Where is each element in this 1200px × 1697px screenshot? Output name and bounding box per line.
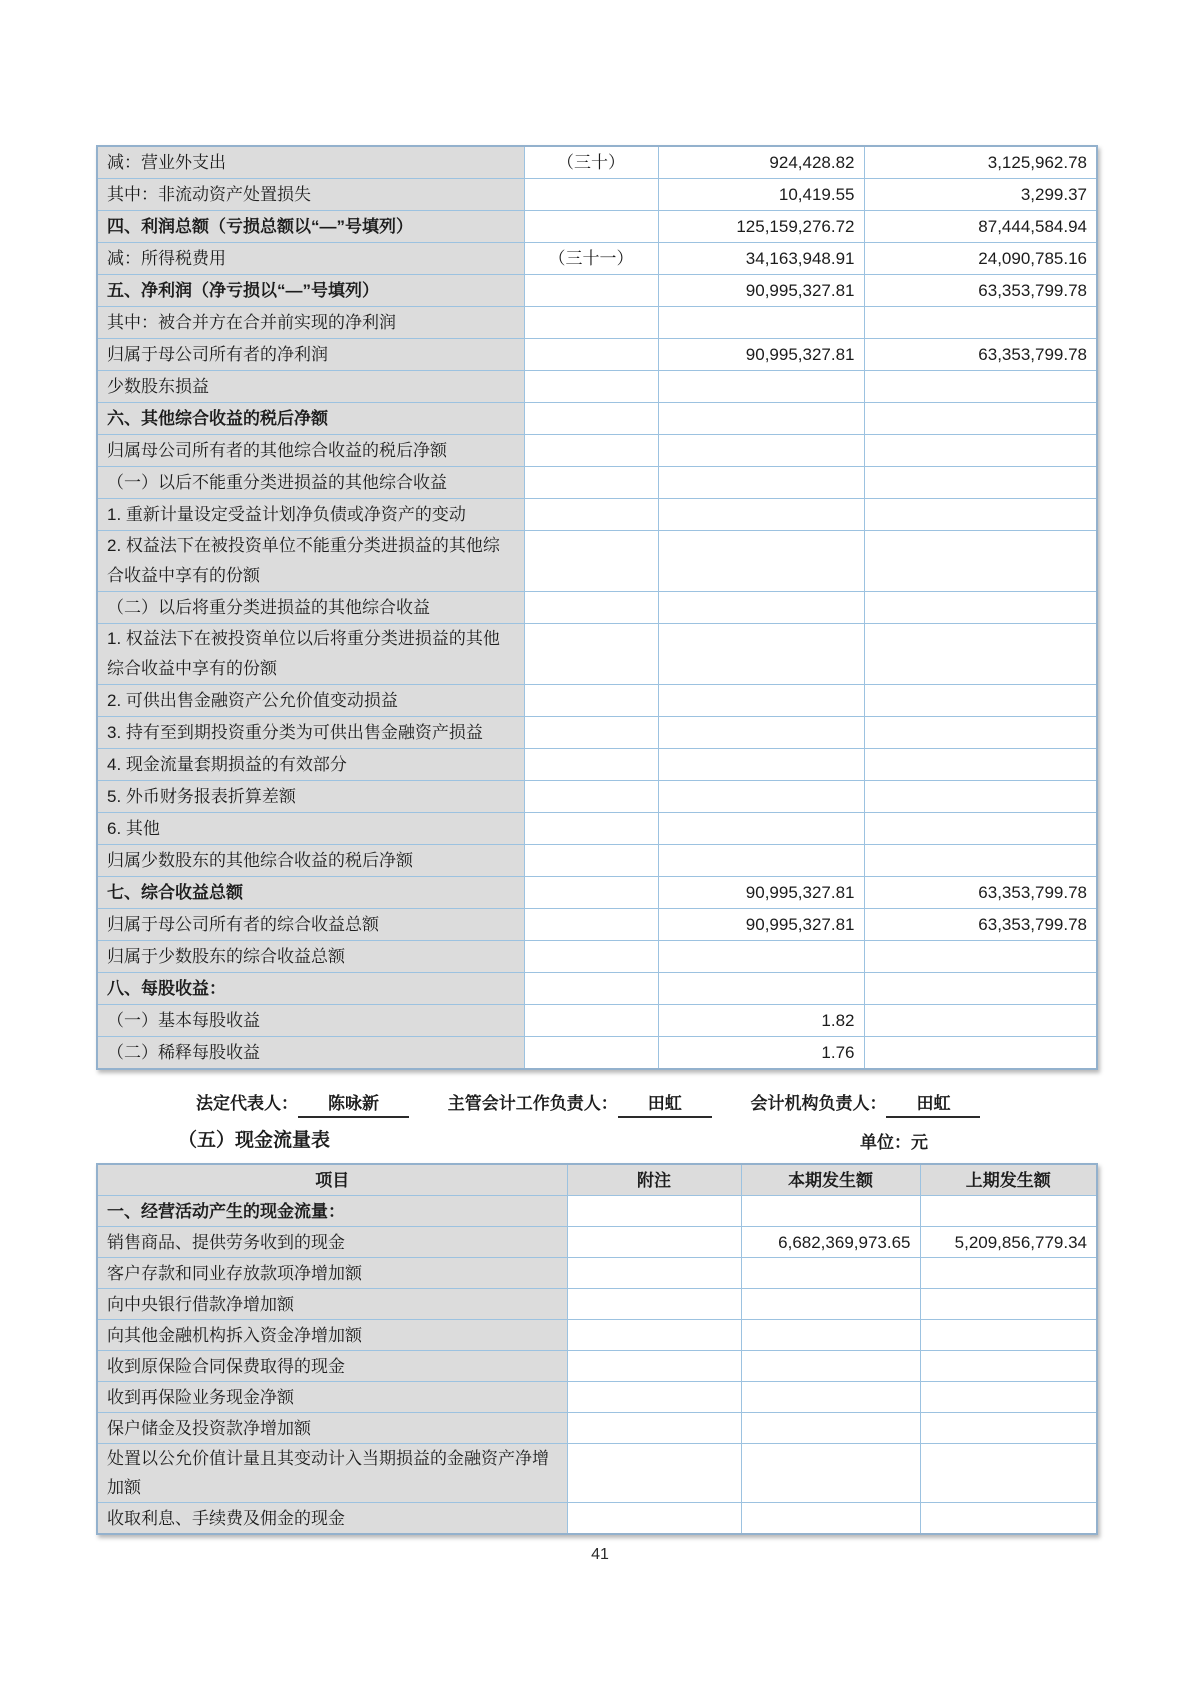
income-statement-row — [97, 749, 1097, 781]
current-period-cell: 90,995,327.81 — [658, 877, 864, 909]
current-period-cell: 90,995,327.81 — [658, 339, 864, 371]
current-period-cell: 90,995,327.81 — [658, 275, 864, 307]
note-cell — [567, 1289, 741, 1320]
prior-period-cell: 3,299.37 — [864, 179, 1097, 211]
chief-accountant — [448, 1094, 712, 1113]
cash-flow-row — [97, 1227, 1097, 1258]
income-statement-row — [97, 909, 1097, 941]
income-statement-table — [96, 145, 1098, 1070]
prior-period-cell — [864, 467, 1097, 499]
note-cell — [524, 1037, 658, 1070]
note-cell — [524, 371, 658, 403]
prior-period-cell — [920, 1196, 1097, 1227]
item-label-cell: 4. 现金流量套期损益的有效部分 — [97, 749, 524, 781]
note-cell — [524, 749, 658, 781]
prior-period-cell — [864, 1037, 1097, 1070]
prior-period-cell — [864, 371, 1097, 403]
note-cell — [524, 717, 658, 749]
prior-period-cell — [864, 749, 1097, 781]
current-period-cell — [658, 845, 864, 877]
item-label-cell: 其中：被合并方在合并前实现的净利润 — [97, 307, 524, 339]
income-statement-row — [97, 467, 1097, 499]
prior-period-cell — [864, 403, 1097, 435]
current-period-cell — [658, 403, 864, 435]
current-period-cell — [741, 1196, 920, 1227]
income-statement-row — [97, 403, 1097, 435]
current-period-cell: 34,163,948.91 — [658, 243, 864, 275]
income-statement-row — [97, 243, 1097, 275]
note-cell — [567, 1196, 741, 1227]
income-statement-row — [97, 499, 1097, 531]
current-period-cell — [658, 499, 864, 531]
current-period-cell — [658, 307, 864, 339]
chief-accountant-label: 主管会计工作负责人： — [447, 1094, 618, 1113]
note-cell — [524, 307, 658, 339]
income-statement-row — [97, 339, 1097, 371]
prior-period-cell — [864, 845, 1097, 877]
signature-line — [196, 1090, 1156, 1118]
item-label-cell: 归属少数股东的其他综合收益的税后净额 — [97, 845, 524, 877]
prior-period-cell — [920, 1503, 1097, 1535]
item-label-cell: 3. 持有至到期投资重分类为可供出售金融资产损益 — [97, 717, 524, 749]
prior-period-cell — [864, 717, 1097, 749]
note-cell — [567, 1444, 741, 1503]
current-period-cell — [658, 435, 864, 467]
note-cell — [524, 845, 658, 877]
note-cell — [524, 531, 658, 592]
cash-flow-header-row — [97, 1164, 1097, 1196]
note-cell — [524, 211, 658, 243]
item-label-cell: 1. 重新计量设定受益计划净负债或净资产的变动 — [97, 499, 524, 531]
cash-flow-row — [97, 1382, 1097, 1413]
item-label-cell: 五、净利润（净亏损以“—”号填列） — [97, 275, 524, 307]
prior-period-cell — [864, 307, 1097, 339]
prior-period-cell: 63,353,799.78 — [864, 275, 1097, 307]
current-period-cell — [658, 592, 864, 624]
prior-period-cell: 63,353,799.78 — [864, 877, 1097, 909]
note-cell — [567, 1351, 741, 1382]
note-cell — [524, 275, 658, 307]
item-label-cell: 5. 外币财务报表折算差额 — [97, 781, 524, 813]
prior-period-cell — [864, 685, 1097, 717]
prior-period-cell — [864, 781, 1097, 813]
income-statement-row — [97, 973, 1097, 1005]
prior-period-cell — [864, 499, 1097, 531]
cash-flow-row — [97, 1444, 1097, 1503]
col-header-item: 项目 — [97, 1164, 567, 1196]
item-label-cell: 归属于母公司所有者的净利润 — [97, 339, 524, 371]
current-period-cell — [741, 1320, 920, 1351]
prior-period-cell — [864, 592, 1097, 624]
prior-period-cell — [920, 1351, 1097, 1382]
income-statement-row — [97, 685, 1097, 717]
current-period-cell — [658, 624, 864, 685]
prior-period-cell: 3,125,962.78 — [864, 146, 1097, 179]
item-label-cell: 客户存款和同业存放款项净增加额 — [97, 1258, 567, 1289]
item-label-cell: 七、综合收益总额 — [97, 877, 524, 909]
current-period-cell — [658, 749, 864, 781]
current-period-cell: 1.82 — [658, 1005, 864, 1037]
item-label-cell: 其中：非流动资产处置损失 — [97, 179, 524, 211]
current-period-cell: 6,682,369,973.65 — [741, 1227, 920, 1258]
item-label-cell: 收取利息、手续费及佣金的现金 — [97, 1503, 567, 1535]
accounting-dept-head-name: 田虹 — [886, 1092, 980, 1118]
item-label-cell: （一）以后不能重分类进损益的其他综合收益 — [97, 467, 524, 499]
income-statement-row — [97, 877, 1097, 909]
cash-flow-row — [97, 1351, 1097, 1382]
income-statement-row — [97, 435, 1097, 467]
prior-period-cell — [920, 1289, 1097, 1320]
prior-period-cell: 63,353,799.78 — [864, 909, 1097, 941]
cash-flow-row — [97, 1320, 1097, 1351]
income-statement-row — [97, 275, 1097, 307]
income-statement-row — [97, 211, 1097, 243]
item-label-cell: 归属于母公司所有者的综合收益总额 — [97, 909, 524, 941]
unit-label: 单位：元 — [860, 1133, 928, 1152]
current-period-cell — [658, 685, 864, 717]
income-statement-row — [97, 845, 1097, 877]
item-label-cell: 向中央银行借款净增加额 — [97, 1289, 567, 1320]
accounting-dept-head — [750, 1094, 980, 1113]
item-label-cell: 减：营业外支出 — [97, 146, 524, 179]
prior-period-cell — [864, 1005, 1097, 1037]
income-statement-row — [97, 179, 1097, 211]
prior-period-cell — [864, 624, 1097, 685]
item-label-cell: （一）基本每股收益 — [97, 1005, 524, 1037]
current-period-cell — [658, 371, 864, 403]
item-label-cell: 保户储金及投资款净增加额 — [97, 1413, 567, 1444]
item-label-cell: 减：所得税费用 — [97, 243, 524, 275]
prior-period-cell — [864, 973, 1097, 1005]
item-label-cell: 四、利润总额（亏损总额以“—”号填列） — [97, 211, 524, 243]
current-period-cell: 1.76 — [658, 1037, 864, 1070]
note-cell — [567, 1503, 741, 1535]
note-cell — [524, 973, 658, 1005]
current-period-cell — [741, 1289, 920, 1320]
note-cell — [567, 1413, 741, 1444]
item-label-cell: 处置以公允价值计量且其变动计入当期损益的金融资产净增加额 — [97, 1444, 567, 1503]
col-header-current: 本期发生额 — [741, 1164, 920, 1196]
income-statement-row — [97, 781, 1097, 813]
note-cell — [567, 1258, 741, 1289]
income-statement-row — [97, 531, 1097, 592]
note-cell — [524, 592, 658, 624]
chief-accountant-name: 田虹 — [618, 1092, 712, 1118]
note-cell — [524, 403, 658, 435]
prior-period-cell: 63,353,799.78 — [864, 339, 1097, 371]
current-period-cell — [658, 717, 864, 749]
item-label-cell: 六、其他综合收益的税后净额 — [97, 403, 524, 435]
note-cell — [524, 781, 658, 813]
cash-flow-row — [97, 1413, 1097, 1444]
col-header-prior: 上期发生额 — [920, 1164, 1097, 1196]
item-label-cell: 收到再保险业务现金净额 — [97, 1382, 567, 1413]
prior-period-cell — [864, 435, 1097, 467]
note-cell — [524, 1005, 658, 1037]
current-period-cell — [658, 813, 864, 845]
item-label-cell: 归属于少数股东的综合收益总额 — [97, 941, 524, 973]
note-cell: （三十） — [524, 146, 658, 179]
note-cell — [567, 1227, 741, 1258]
note-cell — [524, 877, 658, 909]
income-statement-row — [97, 371, 1097, 403]
prior-period-cell — [864, 531, 1097, 592]
item-label-cell: （二）稀释每股收益 — [97, 1037, 524, 1070]
income-statement-row — [97, 941, 1097, 973]
prior-period-cell — [920, 1382, 1097, 1413]
current-period-cell — [658, 941, 864, 973]
prior-period-cell: 5,209,856,779.34 — [920, 1227, 1097, 1258]
prior-period-cell: 87,444,584.94 — [864, 211, 1097, 243]
note-cell — [524, 624, 658, 685]
current-period-cell — [741, 1413, 920, 1444]
income-statement-row — [97, 146, 1097, 179]
current-period-cell: 10,419.55 — [658, 179, 864, 211]
income-statement-row — [97, 1037, 1097, 1070]
note-cell — [567, 1382, 741, 1413]
legal-representative — [196, 1094, 409, 1113]
prior-period-cell — [920, 1258, 1097, 1289]
item-label-cell: 6. 其他 — [97, 813, 524, 845]
item-label-cell: 2. 权益法下在被投资单位不能重分类进损益的其他综合收益中享有的份额 — [97, 531, 524, 592]
prior-period-cell — [920, 1413, 1097, 1444]
prior-period-cell — [920, 1444, 1097, 1503]
note-cell — [524, 909, 658, 941]
prior-period-cell — [864, 941, 1097, 973]
current-period-cell — [741, 1503, 920, 1535]
current-period-cell — [658, 467, 864, 499]
item-label-cell: 销售商品、提供劳务收到的现金 — [97, 1227, 567, 1258]
legal-representative-name: 陈咏新 — [298, 1092, 409, 1118]
current-period-cell — [658, 973, 864, 1005]
income-statement-row — [97, 592, 1097, 624]
accounting-dept-head-label: 会计机构负责人： — [750, 1094, 887, 1113]
current-period-cell — [741, 1382, 920, 1413]
note-cell — [524, 813, 658, 845]
income-statement-row — [97, 624, 1097, 685]
note-cell — [524, 339, 658, 371]
note-cell — [524, 179, 658, 211]
cash-flow-row — [97, 1196, 1097, 1227]
legal-representative-label: 法定代表人： — [196, 1094, 298, 1113]
cash-flow-row — [97, 1289, 1097, 1320]
cash-flow-section-title: （五）现金流量表 — [178, 1130, 331, 1151]
current-period-cell: 90,995,327.81 — [658, 909, 864, 941]
prior-period-cell — [864, 813, 1097, 845]
note-cell — [567, 1320, 741, 1351]
item-label-cell: 一、经营活动产生的现金流量： — [97, 1196, 567, 1227]
cash-flow-row — [97, 1258, 1097, 1289]
income-statement-row — [97, 813, 1097, 845]
item-label-cell: 八、每股收益： — [97, 973, 524, 1005]
prior-period-cell — [920, 1320, 1097, 1351]
note-cell — [524, 941, 658, 973]
prior-period-cell: 24,090,785.16 — [864, 243, 1097, 275]
current-period-cell — [741, 1258, 920, 1289]
item-label-cell: 2. 可供出售金融资产公允价值变动损益 — [97, 685, 524, 717]
current-period-cell — [741, 1444, 920, 1503]
current-period-cell: 125,159,276.72 — [658, 211, 864, 243]
note-cell: （三十一） — [524, 243, 658, 275]
note-cell — [524, 499, 658, 531]
current-period-cell — [658, 781, 864, 813]
cash-flow-table — [96, 1163, 1098, 1535]
note-cell — [524, 685, 658, 717]
note-cell — [524, 435, 658, 467]
item-label-cell: （二）以后将重分类进损益的其他综合收益 — [97, 592, 524, 624]
page-number: 41 — [591, 1546, 609, 1563]
item-label-cell: 向其他金融机构拆入资金净增加额 — [97, 1320, 567, 1351]
income-statement-row — [97, 717, 1097, 749]
current-period-cell: 924,428.82 — [658, 146, 864, 179]
col-header-note: 附注 — [567, 1164, 741, 1196]
note-cell — [524, 467, 658, 499]
item-label-cell: 收到原保险合同保费取得的现金 — [97, 1351, 567, 1382]
item-label-cell: 1. 权益法下在被投资单位以后将重分类进损益的其他综合收益中享有的份额 — [97, 624, 524, 685]
income-statement-row — [97, 307, 1097, 339]
cash-flow-row — [97, 1503, 1097, 1535]
item-label-cell: 归属母公司所有者的其他综合收益的税后净额 — [97, 435, 524, 467]
current-period-cell — [658, 531, 864, 592]
current-period-cell — [741, 1351, 920, 1382]
income-statement-row — [97, 1005, 1097, 1037]
item-label-cell: 少数股东损益 — [97, 371, 524, 403]
